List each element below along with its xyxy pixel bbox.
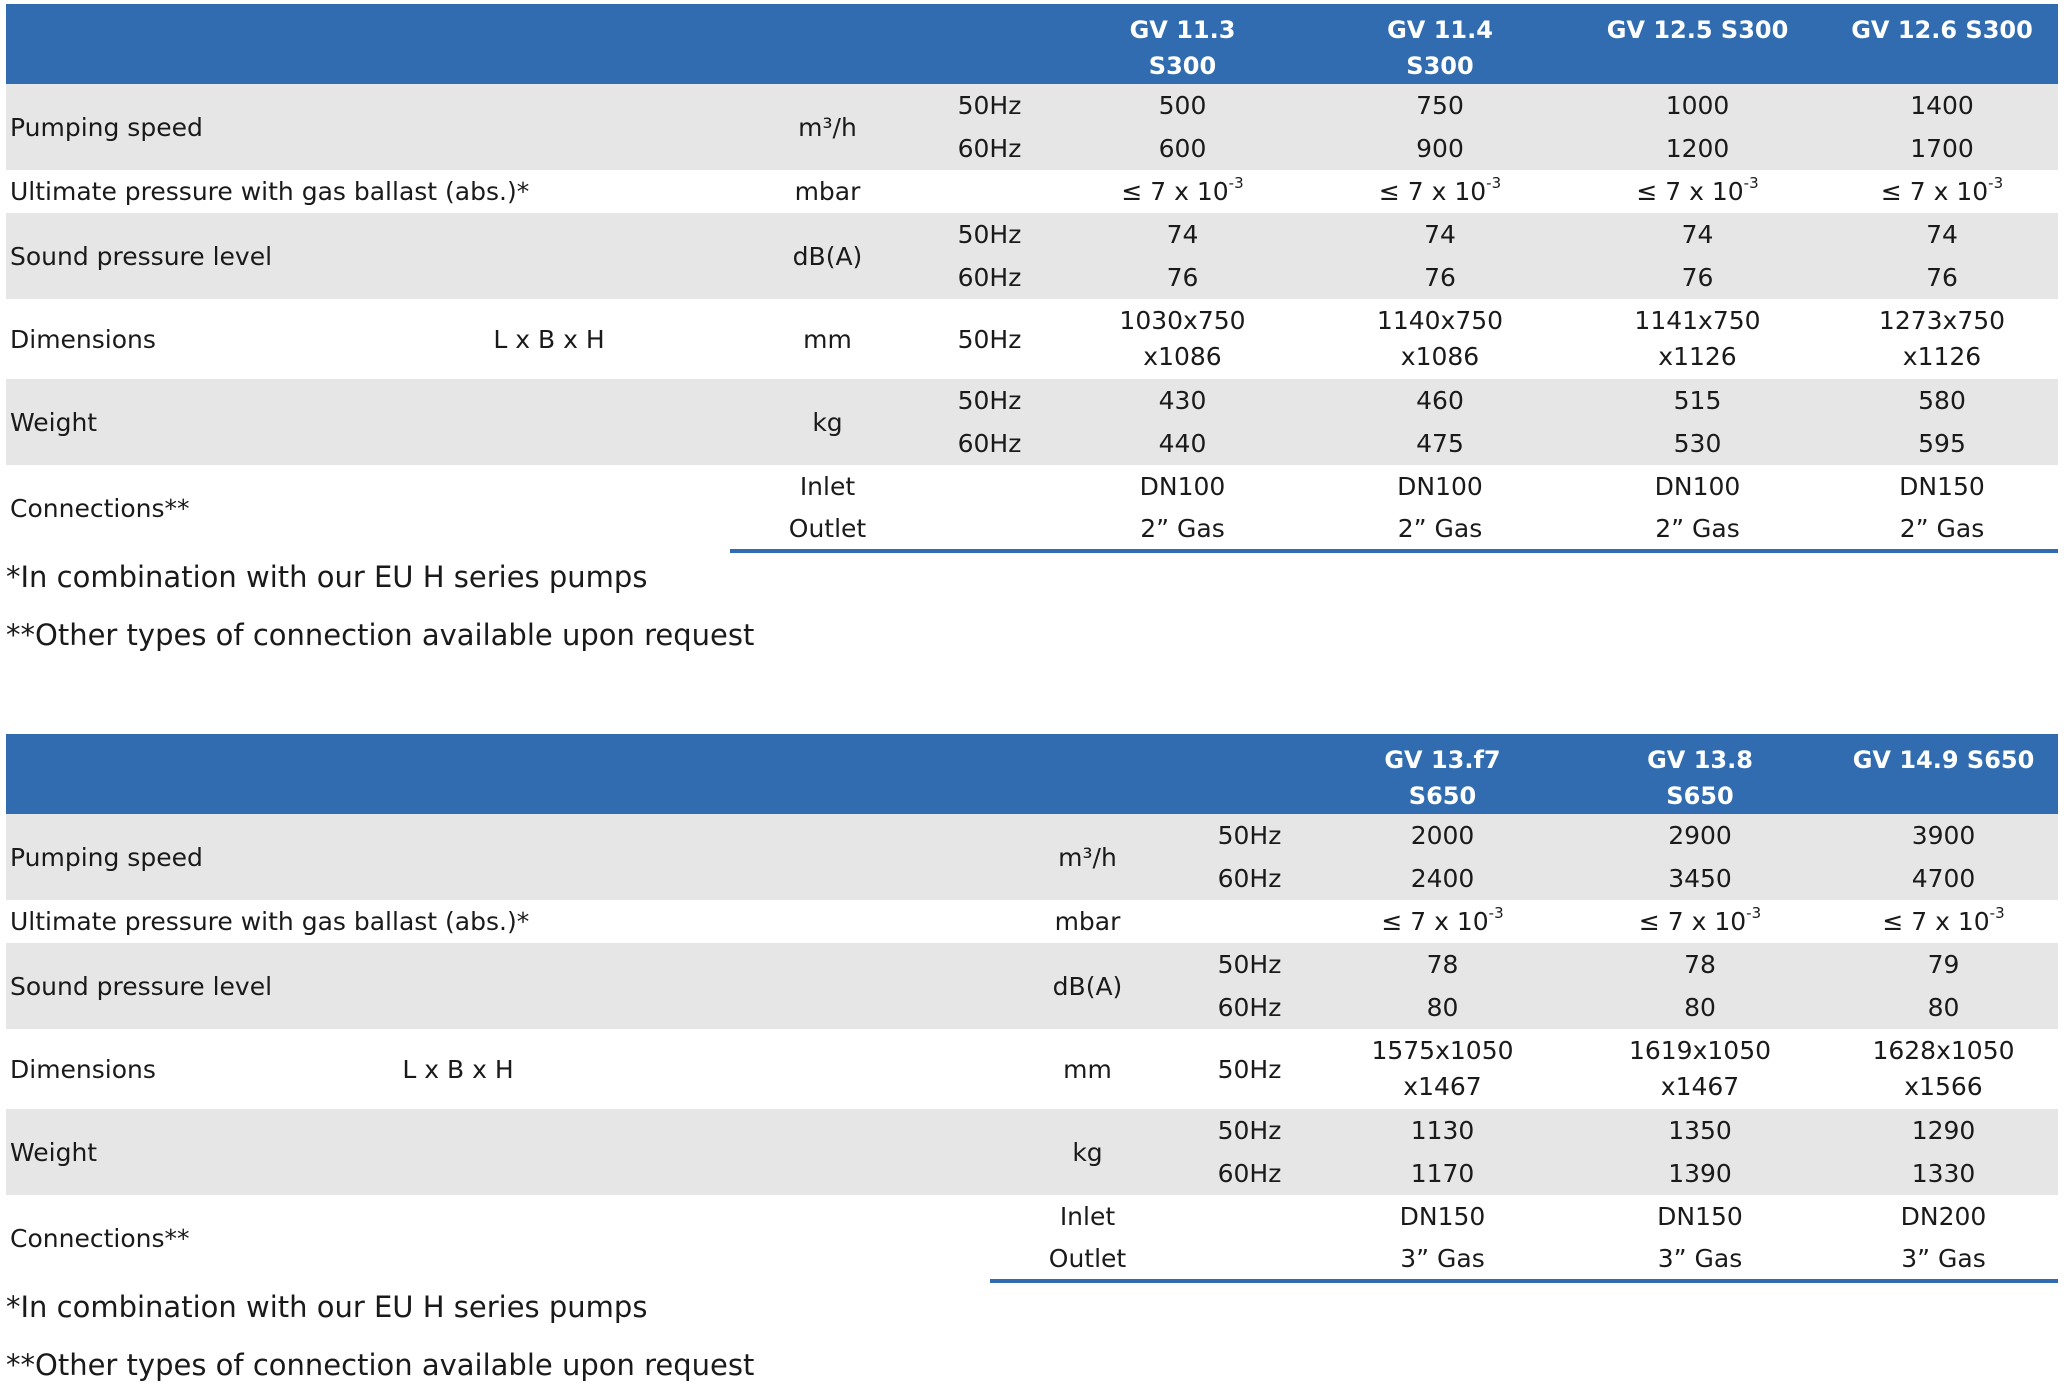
value: 750 (1311, 84, 1569, 127)
ultimate-pressure-row (6, 900, 2058, 943)
pumping-speed-row (6, 814, 2058, 857)
unit: m³/h (730, 84, 925, 170)
weight-row (6, 1109, 2058, 1152)
connections-row (6, 1195, 2058, 1238)
value: DN150 (1899, 472, 1985, 501)
value: 595 (1826, 422, 2058, 465)
value: 76 (1569, 256, 1826, 299)
value: 4700 (1829, 857, 2058, 900)
model-header: GV 13.8 S650 (1571, 734, 1829, 814)
unit: dB(A) (990, 943, 1185, 1029)
header-row (6, 4, 2058, 84)
value: ≤ 7 x $10^{-3}$ (1121, 174, 1244, 206)
value: ≤ 7 x $10^{-3}$ (1638, 904, 1762, 936)
value: ≤ 7 x $10^{-3}$ (1882, 904, 2005, 936)
model-header: GV 12.6 S300 (1826, 4, 2058, 84)
value: DN100 (1654, 472, 1741, 501)
unit: m³/h (990, 814, 1185, 900)
value: 1141x750 x1126 (1634, 306, 1761, 371)
freq: 60Hz (1185, 857, 1314, 900)
unit: mm (803, 324, 852, 354)
value: 79 (1829, 943, 2058, 986)
row-label: Weight (6, 379, 730, 465)
freq: 50Hz (925, 213, 1054, 256)
value: 530 (1569, 422, 1826, 465)
value: 76 (1826, 256, 2058, 299)
value: DN150 (1657, 1202, 1743, 1231)
value: 74 (1054, 213, 1311, 256)
weight-row (6, 379, 2058, 422)
conn-type: Outlet (730, 508, 925, 551)
value: DN100 (1397, 472, 1483, 501)
unit: mbar (794, 177, 861, 206)
row-label: Pumping speed (6, 814, 990, 900)
value: 600 (1054, 127, 1311, 170)
value: 430 (1054, 379, 1311, 422)
model-header: GV 11.3 S300 (1054, 4, 1311, 84)
value: 3” Gas (1314, 1238, 1571, 1281)
footnote-1: *In combination with our EU H series pumps (6, 560, 648, 594)
freq: 50Hz (1185, 814, 1314, 857)
value: 2” Gas (1311, 508, 1569, 551)
unit: dB(A) (730, 213, 925, 299)
freq: 50Hz (1185, 943, 1314, 986)
value: 500 (1054, 84, 1311, 127)
value: 1290 (1829, 1109, 2058, 1152)
freq: 60Hz (925, 256, 1054, 299)
value: DN200 (1900, 1202, 1987, 1231)
value: 2000 (1314, 814, 1571, 857)
value: 580 (1826, 379, 2058, 422)
value: 78 (1571, 943, 1829, 986)
sound-level-row (6, 213, 2058, 256)
value: 2900 (1571, 814, 1829, 857)
value: 1130 (1314, 1109, 1571, 1152)
row-label: Ultimate pressure with gas ballast (abs.)* (10, 907, 530, 936)
value: 1628x1050 x1566 (1872, 1036, 2015, 1101)
header-row (6, 734, 2058, 814)
value: 440 (1054, 422, 1311, 465)
value: DN150 (1399, 1202, 1486, 1231)
footnote-1: *In combination with our EU H series pumps (6, 1290, 648, 1324)
spec-table-2 (6, 734, 2058, 1283)
value: 76 (1311, 256, 1569, 299)
value: 460 (1311, 379, 1569, 422)
freq: 60Hz (925, 127, 1054, 170)
row-label: Sound pressure level (6, 943, 990, 1029)
connections-row (6, 465, 2058, 508)
unit: mm (1063, 1054, 1112, 1084)
value: 900 (1311, 127, 1569, 170)
pumping-speed-row (6, 84, 2058, 127)
row-label: Weight (6, 1109, 990, 1195)
freq: 60Hz (1185, 986, 1314, 1029)
spec-table-1 (6, 4, 2058, 553)
value: 1170 (1314, 1152, 1571, 1195)
model-header: GV 12.5 S300 (1569, 4, 1826, 84)
value: 1200 (1569, 127, 1826, 170)
value: 2” Gas (1826, 508, 2058, 551)
conn-type: Outlet (990, 1238, 1185, 1281)
model-header: GV 11.4 S300 (1311, 4, 1569, 84)
sound-level-row (6, 943, 2058, 986)
value: 76 (1054, 256, 1311, 299)
row-sublabel: L x B x H (402, 1054, 514, 1084)
value: 74 (1311, 213, 1569, 256)
row-label: Ultimate pressure with gas ballast (abs.)* (10, 177, 530, 206)
value: 1619x1050 x1467 (1628, 1036, 1772, 1101)
value: 3” Gas (1571, 1238, 1829, 1281)
freq: 50Hz (1185, 1109, 1314, 1152)
value: 1140x750 x1086 (1376, 306, 1504, 371)
dimensions-row (6, 1029, 2058, 1109)
value: 475 (1311, 422, 1569, 465)
value: ≤ 7 x $10^{-3}$ (1880, 174, 2004, 206)
value: ≤ 7 x $10^{-3}$ (1381, 904, 1504, 936)
freq: 50Hz (925, 84, 1054, 127)
row-label: Dimensions (10, 324, 156, 354)
freq: 50Hz (1217, 1054, 1282, 1084)
model-header: GV 13.f7 S650 (1314, 734, 1571, 814)
freq: 50Hz (957, 324, 1022, 354)
value: 80 (1829, 986, 2058, 1029)
unit: mbar (1054, 907, 1121, 936)
value: 1390 (1571, 1152, 1829, 1195)
value: 80 (1314, 986, 1571, 1029)
unit: kg (990, 1109, 1185, 1195)
value: 1273x750 x1126 (1878, 306, 2006, 371)
value: 1400 (1826, 84, 2058, 127)
row-sublabel: L x B x H (493, 324, 605, 354)
footnote-2: **Other types of connection available upon request (6, 1348, 755, 1382)
ultimate-pressure-row (6, 170, 2058, 213)
dimensions-row (6, 299, 2058, 379)
value: 1350 (1571, 1109, 1829, 1152)
value: ≤ 7 x $10^{-3}$ (1378, 174, 1502, 206)
value: 515 (1569, 379, 1826, 422)
unit: kg (730, 379, 925, 465)
value: ≤ 7 x $10^{-3}$ (1636, 174, 1759, 206)
conn-type: Inlet (799, 472, 856, 501)
freq: 50Hz (925, 379, 1054, 422)
value: 1700 (1826, 127, 2058, 170)
conn-type: Inlet (1059, 1202, 1116, 1231)
value: DN100 (1139, 472, 1226, 501)
value: 3450 (1571, 857, 1829, 900)
footnote-2: **Other types of connection available upon request (6, 618, 755, 652)
value: 3900 (1829, 814, 2058, 857)
value: 3” Gas (1829, 1238, 2058, 1281)
row-label: Dimensions (10, 1054, 156, 1084)
value: 1575x1050 x1467 (1371, 1036, 1514, 1101)
value: 80 (1571, 986, 1829, 1029)
row-label: Sound pressure level (6, 213, 730, 299)
value: 1000 (1569, 84, 1826, 127)
value: 74 (1569, 213, 1826, 256)
row-label: Connections** (10, 493, 190, 523)
value: 1030x750 x1086 (1119, 306, 1246, 371)
value: 74 (1826, 213, 2058, 256)
model-header: GV 14.9 S650 (1829, 734, 2058, 814)
value: 78 (1314, 943, 1571, 986)
freq: 60Hz (1185, 1152, 1314, 1195)
row-label: Pumping speed (6, 84, 730, 170)
freq: 60Hz (925, 422, 1054, 465)
value: 2” Gas (1054, 508, 1311, 551)
row-label: Connections** (10, 1223, 190, 1253)
value: 1330 (1829, 1152, 2058, 1195)
value: 2400 (1314, 857, 1571, 900)
value: 2” Gas (1569, 508, 1826, 551)
